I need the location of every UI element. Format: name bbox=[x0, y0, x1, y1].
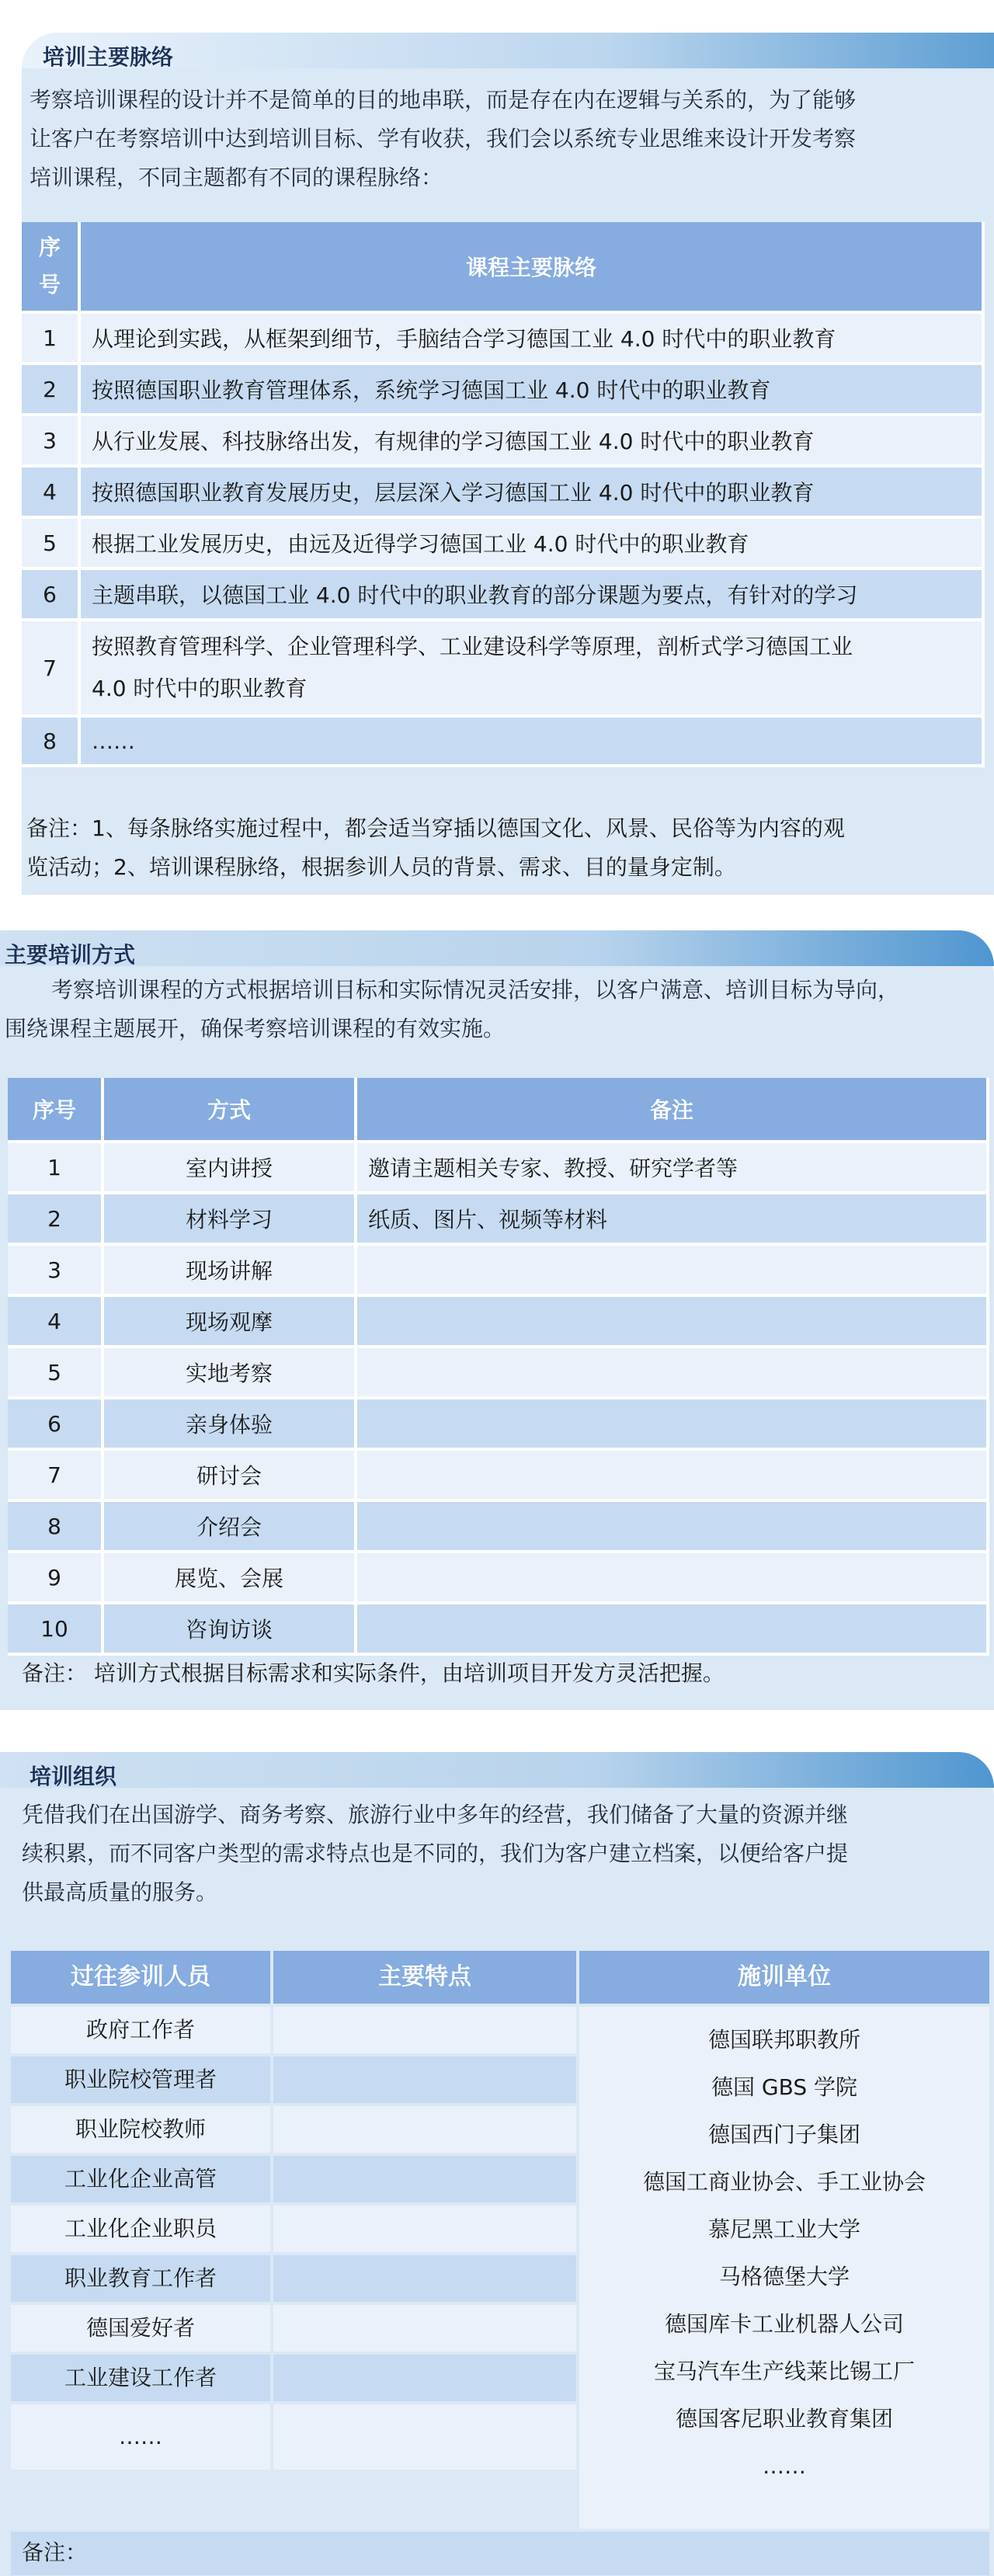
intro-line: 考察培训课程的设计并不是简单的目的地串联，而是存在内在逻辑与关系的，为了能够 bbox=[30, 87, 857, 113]
feature-cell bbox=[273, 2056, 576, 2103]
feature-cell bbox=[273, 2007, 576, 2053]
institution-item: 德国联邦职教所 bbox=[707, 2027, 860, 2053]
header-features: 主要特点 bbox=[273, 1951, 576, 2004]
row-method: 现场观摩 bbox=[104, 1297, 357, 1348]
org-table-header bbox=[11, 1951, 989, 2004]
row-method: 展览、会展 bbox=[104, 1553, 357, 1604]
row-remark bbox=[357, 1553, 989, 1604]
institution-item: …… bbox=[763, 2453, 806, 2479]
table-row bbox=[22, 365, 985, 416]
row-content: …… bbox=[81, 718, 985, 767]
participant-cell: 工业化企业高管 bbox=[11, 2156, 270, 2202]
feature-cell bbox=[273, 2255, 576, 2302]
header-participants: 过往参训人员 bbox=[11, 1951, 270, 2004]
table-row bbox=[22, 718, 985, 767]
institution-item: 德国 GBS 学院 bbox=[711, 2074, 857, 2100]
feature-cell bbox=[273, 2206, 576, 2252]
intro-line: 续积累，而不同客户类型的需求特点也是不同的，我们为客户建立档案，以便给客户提 bbox=[22, 1841, 849, 1866]
institution-item: 德国客尼职业教育集团 bbox=[675, 2406, 893, 2432]
header-remark: 备注 bbox=[357, 1078, 989, 1143]
section-note bbox=[26, 809, 986, 887]
row-no: 1 bbox=[22, 314, 81, 365]
row-method: 材料学习 bbox=[104, 1194, 357, 1246]
table-row bbox=[11, 2404, 576, 2473]
intro-line: 考察培训课程的方式根据培训目标和实际情况灵活安排，以客户满意、培训目标为导向， bbox=[51, 977, 900, 1003]
section-intro bbox=[5, 971, 991, 1048]
table-row bbox=[22, 519, 985, 570]
institution-item: 慕尼黑工业大学 bbox=[707, 2216, 860, 2242]
participant-cell: 职业教育工作者 bbox=[11, 2255, 270, 2302]
row-no: 7 bbox=[22, 621, 81, 718]
participant-cell: 德国爱好者 bbox=[11, 2305, 270, 2352]
header-no-line: 号 bbox=[38, 272, 61, 297]
section-title: 主要培训方式 bbox=[5, 942, 136, 968]
row-no: 7 bbox=[8, 1451, 104, 1502]
row-content: 根据工业发展历史，由远及近得学习德国工业 4.0 时代中的职业教育 bbox=[81, 519, 985, 570]
section-title: 培训主要脉络 bbox=[43, 44, 174, 70]
table-row bbox=[8, 1604, 989, 1656]
table-row bbox=[22, 416, 985, 468]
section-training-organization bbox=[0, 1752, 994, 2576]
table-row bbox=[11, 2355, 576, 2404]
header-no bbox=[22, 222, 81, 314]
row-no: 5 bbox=[22, 519, 81, 570]
participants-column bbox=[11, 2007, 576, 2473]
feature-cell bbox=[273, 2106, 576, 2153]
row-content bbox=[81, 621, 985, 718]
row-remark: 纸质、图片、视频等材料 bbox=[357, 1194, 989, 1246]
institution-item: 宝马汽车生产线莱比锡工厂 bbox=[653, 2359, 915, 2384]
row-remark bbox=[357, 1451, 989, 1502]
row-no: 6 bbox=[8, 1399, 104, 1451]
institution-item: 德国库卡工业机器人公司 bbox=[664, 2311, 904, 2337]
row-no: 3 bbox=[22, 416, 81, 468]
row-no: 2 bbox=[22, 365, 81, 416]
row-no: 8 bbox=[8, 1502, 104, 1553]
header-no-line: 序 bbox=[38, 235, 61, 260]
table-row bbox=[8, 1143, 989, 1194]
table-row bbox=[11, 2106, 576, 2156]
table-header-row bbox=[8, 1078, 989, 1143]
table-row bbox=[8, 1399, 989, 1451]
row-remark bbox=[357, 1246, 989, 1297]
context-table bbox=[22, 222, 985, 767]
table-row bbox=[8, 1553, 989, 1604]
row-no: 1 bbox=[8, 1143, 104, 1194]
institution-item: 德国工商业协会、手工业协会 bbox=[642, 2169, 926, 2195]
section-title-band bbox=[0, 1752, 994, 1788]
table-row bbox=[22, 314, 985, 365]
row-no: 4 bbox=[8, 1297, 104, 1348]
section-title-band bbox=[0, 930, 994, 966]
section-title: 培训组织 bbox=[30, 1764, 117, 1789]
feature-cell bbox=[273, 2305, 576, 2352]
intro-line: 供最高质量的服务。 bbox=[22, 1879, 218, 1905]
row-content: 按照德国职业教育管理体系，系统学习德国工业 4.0 时代中的职业教育 bbox=[81, 365, 985, 416]
row-content: 按照德国职业教育发展历史，层层深入学习德国工业 4.0 时代中的职业教育 bbox=[81, 468, 985, 519]
note-line: 览活动；2、培训课程脉络，根据参训人员的背景、需求、目的量身定制。 bbox=[26, 854, 736, 880]
table-row bbox=[11, 2156, 576, 2206]
section-note: 备注： 培训方式根据目标需求和实际条件，由培训项目开发方灵活把握。 bbox=[22, 1660, 725, 1686]
row-no: 9 bbox=[8, 1553, 104, 1604]
intro-line: 让客户在考察培训中达到培训目标、学有收获，我们会以系统专业思维来设计开发考察 bbox=[30, 126, 857, 151]
table-row bbox=[8, 1246, 989, 1297]
header-method: 方式 bbox=[104, 1078, 357, 1143]
row-method: 亲身体验 bbox=[104, 1399, 357, 1451]
table-row bbox=[8, 1451, 989, 1502]
table-row bbox=[22, 468, 985, 519]
section-training-context bbox=[0, 33, 994, 895]
institution-item: 德国西门子集团 bbox=[707, 2122, 860, 2147]
header-no: 序号 bbox=[8, 1078, 104, 1143]
row-remark bbox=[357, 1502, 989, 1553]
row-method: 介绍会 bbox=[104, 1502, 357, 1553]
table-row bbox=[8, 1194, 989, 1246]
institutions-column bbox=[579, 2007, 989, 2529]
table-row bbox=[11, 2305, 576, 2355]
row-no: 5 bbox=[8, 1348, 104, 1399]
section-intro bbox=[30, 81, 985, 197]
table-row bbox=[8, 1297, 989, 1348]
participant-cell: 职业院校教师 bbox=[11, 2106, 270, 2153]
table-row bbox=[22, 570, 985, 621]
row-method: 室内讲授 bbox=[104, 1143, 357, 1194]
intro-line: 凭借我们在出国游学、商务考察、旅游行业中多年的经营，我们储备了大量的资源并继 bbox=[22, 1802, 849, 1827]
note-line: 备注：1、每条脉络实施过程中，都会适当穿插以德国文化、风景、民俗等为内容的观 bbox=[26, 815, 845, 841]
row-no: 8 bbox=[22, 718, 81, 767]
table-row bbox=[11, 2206, 576, 2255]
table-row bbox=[22, 621, 985, 718]
row-no: 3 bbox=[8, 1246, 104, 1297]
row-content: 从理论到实践，从框架到细节，手脑结合学习德国工业 4.0 时代中的职业教育 bbox=[81, 314, 985, 365]
row-method: 现场讲解 bbox=[104, 1246, 357, 1297]
section-note-row bbox=[11, 2532, 989, 2575]
feature-cell bbox=[273, 2404, 576, 2470]
feature-cell bbox=[273, 2355, 576, 2401]
intro-line: 培训课程，不同主题都有不同的课程脉络： bbox=[30, 165, 443, 190]
table-row bbox=[11, 2255, 576, 2305]
participant-cell: 职业院校管理者 bbox=[11, 2056, 270, 2103]
participant-cell: 工业建设工作者 bbox=[11, 2355, 270, 2401]
institutions-list bbox=[579, 2016, 989, 2490]
section-training-methods bbox=[0, 930, 994, 1710]
row-remark bbox=[357, 1399, 989, 1451]
row-method: 实地考察 bbox=[104, 1348, 357, 1399]
row-no: 6 bbox=[22, 570, 81, 621]
section-note: 备注： bbox=[22, 2539, 88, 2565]
row-content-line: 4.0 时代中的职业教育 bbox=[92, 676, 308, 701]
table-row bbox=[8, 1502, 989, 1553]
row-remark bbox=[357, 1297, 989, 1348]
feature-cell bbox=[273, 2156, 576, 2202]
row-method: 研讨会 bbox=[104, 1451, 357, 1502]
table-row bbox=[8, 1348, 989, 1399]
header-content: 课程主要脉络 bbox=[81, 222, 985, 314]
row-no: 10 bbox=[8, 1604, 104, 1656]
institution-item: 马格德堡大学 bbox=[718, 2264, 850, 2289]
row-content-line: 按照教育管理科学、企业管理科学、工业建设科学等原理，剖析式学习德国工业 bbox=[92, 634, 853, 659]
participant-cell: …… bbox=[11, 2404, 270, 2470]
row-no: 2 bbox=[8, 1194, 104, 1246]
row-content: 主题串联，以德国工业 4.0 时代中的职业教育的部分课题为要点，有针对的学习 bbox=[81, 570, 985, 621]
participant-cell: 工业化企业职员 bbox=[11, 2206, 270, 2252]
row-remark bbox=[357, 1604, 989, 1656]
intro-line: 围绕课程主题展开，确保考察培训课程的有效实施。 bbox=[5, 1016, 506, 1041]
section-intro bbox=[22, 1796, 988, 1912]
row-remark: 邀请主题相关专家、教授、研究学者等 bbox=[357, 1143, 989, 1194]
row-method: 咨询访谈 bbox=[104, 1604, 357, 1656]
row-no: 4 bbox=[22, 468, 81, 519]
table-header-row bbox=[22, 222, 985, 314]
table-row bbox=[11, 2056, 576, 2106]
participant-cell: 政府工作者 bbox=[11, 2007, 270, 2053]
row-remark bbox=[357, 1348, 989, 1399]
table-row bbox=[11, 2007, 576, 2056]
row-content: 从行业发展、科技脉络出发，有规律的学习德国工业 4.0 时代中的职业教育 bbox=[81, 416, 985, 468]
header-institutions: 施训单位 bbox=[579, 1951, 989, 2004]
methods-table bbox=[8, 1078, 989, 1656]
